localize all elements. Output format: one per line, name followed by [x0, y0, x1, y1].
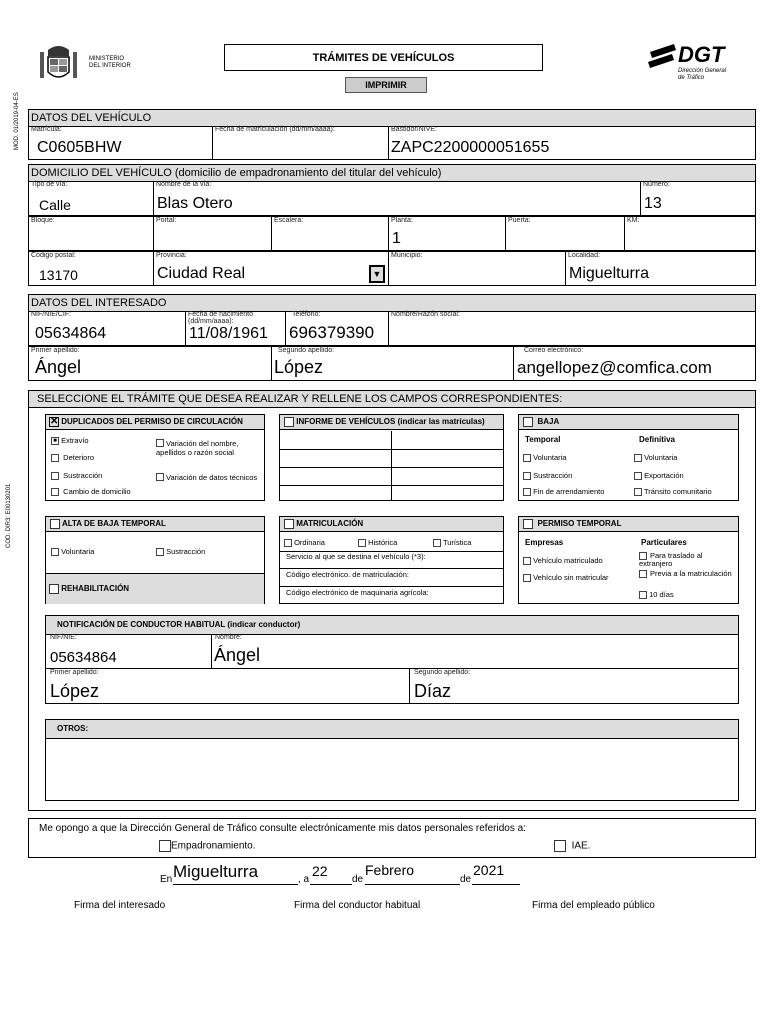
km-field[interactable]: KM:	[624, 216, 756, 251]
planta-field[interactable]: Planta: 1	[388, 216, 506, 251]
baja-temporal-label: Temporal	[525, 435, 561, 444]
servicio-field[interactable]: Servicio al que se destina el vehículo (*3):	[286, 552, 426, 561]
rehabilitacion-header: REHABILITACIÓN	[46, 573, 264, 604]
conductor-apellido2-field[interactable]: Segundo apellido: Díaz	[409, 669, 739, 704]
consent-text: Me opongo a que la Dirección General de Tráfico consulte electrónicamente mis datos personales referidos a:	[39, 823, 526, 834]
vehiculo-sin-matricular-option[interactable]: Vehículo sin matricular	[523, 573, 609, 582]
duplicados-box: ✕ DUPLICADOS DEL PERMISO DE CIRCULACIÓN ■ Extravío Deterioro Sustracción Cambio de domicilio Variación del nombre, apellidos o razón social Variación de datos técnicos	[45, 414, 265, 501]
municipio-field[interactable]: Municipio:	[388, 251, 566, 286]
fecha-mes-field[interactable]: Febrero	[365, 862, 415, 878]
conductor-apellido1-field[interactable]: Primer apellido: López	[46, 669, 410, 704]
fecha-lugar-field[interactable]: Miguelturra	[173, 862, 259, 881]
fecha-anio-field[interactable]: 2021	[473, 862, 505, 878]
primer-apellido-field[interactable]: Primer apellido: Ángel	[28, 346, 272, 381]
matriculacion-checkbox[interactable]	[284, 519, 294, 529]
cambio-domicilio-option[interactable]: Cambio de domicilio	[51, 487, 131, 496]
consent-box	[28, 818, 756, 858]
previa-option[interactable]: Previa a la matriculación	[639, 570, 735, 578]
side-code-top: MOD. 01/2019-04-ES	[14, 92, 20, 150]
conductor-nif-field[interactable]: NIF/NIE: 05634864	[46, 634, 212, 669]
ministry-name: MINISTERIO DEL INTERIOR	[89, 56, 131, 69]
permiso-temporal-checkbox[interactable]	[523, 519, 533, 529]
alta-sustraccion-option[interactable]: Sustracción	[156, 547, 205, 556]
alta-voluntaria-option[interactable]: Voluntaria	[51, 547, 94, 556]
baja-checkbox[interactable]	[523, 417, 533, 427]
alta-baja-box: ALTA DE BAJA TEMPORAL Voluntaria Sustracción REHABILITACIÓN	[45, 516, 265, 604]
otros-box[interactable]: OTROS:	[45, 719, 739, 801]
ordinaria-option[interactable]: Ordinaria	[284, 538, 325, 547]
page-title: TRÁMITES DE VEHÍCULOS	[224, 44, 543, 71]
dropdown-arrow-icon[interactable]: ▼	[369, 265, 385, 283]
historica-option[interactable]: Histórica	[358, 538, 397, 547]
dgt-logo: DGT Dirección General de Tráfico	[646, 40, 736, 88]
matriculacion-box: MATRICULACIÓN Ordinaria Histórica Turística Servicio al que se destina el vehículo (*3): Código electrónico. de matriculación: Código electrónico de maquinaria agrícola:	[279, 516, 504, 604]
dgt-logo-text: DGT	[678, 42, 725, 67]
codigo-maquinaria-field[interactable]: Código electrónico de maquinaria agrícola:	[286, 588, 429, 597]
print-button[interactable]: IMPRIMIR	[345, 77, 427, 93]
interesado-section-title: DATOS DEL INTERESADO	[28, 294, 756, 312]
portal-field[interactable]: Portal:	[153, 216, 272, 251]
nombre-via-field[interactable]: Nombre de la vía: Blas Otero	[153, 181, 641, 216]
bastidor-field[interactable]: Bastidor/NIVE: ZAPC2200000051655	[388, 126, 756, 160]
conductor-nombre-field[interactable]: Nombre: Ángel	[211, 634, 739, 669]
fecha-line: En Miguelturra , a 22 de Febrero de 2021	[160, 860, 540, 888]
baja-t-sustraccion-option[interactable]: Sustracción	[523, 471, 572, 480]
side-code-left: COD. DIR3: E00130201	[6, 483, 12, 548]
provincia-select[interactable]: Provincia: Ciudad Real ▼	[153, 251, 389, 286]
baja-t-fin-option[interactable]: Fin de arrendamiento	[523, 487, 604, 496]
variacion-datos-option[interactable]: Variación de datos técnicos	[156, 473, 261, 482]
fecha-matriculacion-field[interactable]: Fecha de matriculación (dd/mm/aaaa):	[212, 126, 389, 160]
iae-option[interactable]: IAE.	[554, 840, 590, 852]
variacion-nombre-option[interactable]: Variación del nombre, apellidos o razón social	[156, 439, 239, 457]
fecha-dia-field[interactable]: 22	[312, 863, 328, 879]
tipo-via-field[interactable]: Tipo de vía: Calle	[28, 181, 154, 216]
permiso-temporal-box: PERMISO TEMPORAL Empresas Particulares Vehículo matriculado Vehículo sin matricular Para traslado al extranjero Previa a la matriculación 10 días	[518, 516, 739, 604]
baja-definitiva-label: Definitiva	[639, 435, 676, 444]
telefono-field[interactable]: Teléfono: 696379390	[285, 311, 389, 346]
codigo-matriculacion-field[interactable]: Código electrónico. de matriculación:	[286, 570, 409, 579]
empresas-label: Empresas	[525, 538, 564, 547]
nif-field[interactable]: NIF/NIE/CIF: 05634864	[28, 311, 186, 346]
domicilio-section-title: DOMICILIO DEL VEHÍCULO (domicilio de empadronamiento del titular del vehículo)	[28, 164, 756, 182]
duplicados-checkbox[interactable]: ✕	[50, 416, 59, 427]
informe-box: INFORME DE VEHÍCULOS (indicar las matrículas)	[279, 414, 504, 501]
matricula-field[interactable]: Matrícula: C0605BHW	[28, 126, 213, 160]
vehiculo-matriculado-option[interactable]: Vehículo matriculado	[523, 556, 603, 565]
segundo-apellido-field[interactable]: Segundo apellido: López	[271, 346, 514, 381]
traslado-option[interactable]: Para traslado al extranjero	[639, 551, 703, 568]
sustraccion-option[interactable]: Sustracción	[51, 471, 102, 480]
informe-checkbox[interactable]	[284, 417, 294, 427]
extravio-option[interactable]: ■ Extravío	[51, 436, 89, 445]
tramite-section-title: SELECCIONE EL TRÁMITE QUE DESEA REALIZAR Y RELLENE LOS CAMPOS CORRESPONDIENTES:	[28, 390, 756, 408]
baja-box: BAJA Temporal Definitiva Voluntaria Sustracción Fin de arrendamiento Voluntaria Exportación Tránsito comunitario	[518, 414, 739, 501]
baja-d-transito-option[interactable]: Tránsito comunitario	[634, 487, 712, 496]
turistica-option[interactable]: Turística	[433, 538, 471, 547]
vehicle-section-title: DATOS DEL VEHÍCULO	[28, 109, 756, 127]
alta-baja-checkbox[interactable]	[50, 519, 60, 529]
firma-interesado: Firma del interesado	[74, 900, 166, 911]
fecha-nacimiento-field[interactable]: Fecha de nacimiento (dd/mm/aaaa): 11/08/1961	[185, 311, 286, 346]
localidad-field[interactable]: Localidad: Miguelturra	[565, 251, 756, 286]
deterioro-option[interactable]: Deterioro	[51, 453, 94, 462]
empadronamiento-option[interactable]: Empadronamiento.	[159, 840, 256, 852]
puerta-field[interactable]: Puerta:	[505, 216, 625, 251]
firma-conductor: Firma del conductor habitual	[294, 900, 421, 911]
particulares-label: Particulares	[641, 538, 687, 547]
razon-social-field[interactable]: Nombre/Razón social:	[388, 311, 756, 346]
baja-d-voluntaria-option[interactable]: Voluntaria	[634, 453, 677, 462]
codigo-postal-field[interactable]: Código postal: 13170	[28, 251, 154, 286]
numero-field[interactable]: Número: 13	[640, 181, 756, 216]
ministry-logo	[36, 42, 81, 84]
escalera-field[interactable]: Escalera:	[271, 216, 389, 251]
bloque-field[interactable]: Bloque:	[28, 216, 154, 251]
rehabilitacion-checkbox[interactable]	[49, 584, 59, 594]
correo-field[interactable]: Correo electrónico: angellopez@comfica.com	[513, 346, 756, 381]
conductor-box: NOTIFICACIÓN DE CONDUCTOR HABITUAL (indicar conductor) NIF/NIE: 05634864 Nombre: Ángel Primer apellido: López Segundo apellido: Díaz	[45, 615, 739, 704]
baja-t-voluntaria-option[interactable]: Voluntaria	[523, 453, 566, 462]
diez-dias-option[interactable]: 10 días	[639, 590, 674, 599]
baja-d-exportacion-option[interactable]: Exportación	[634, 471, 684, 480]
firma-empleado: Firma del empleado público	[532, 900, 655, 911]
